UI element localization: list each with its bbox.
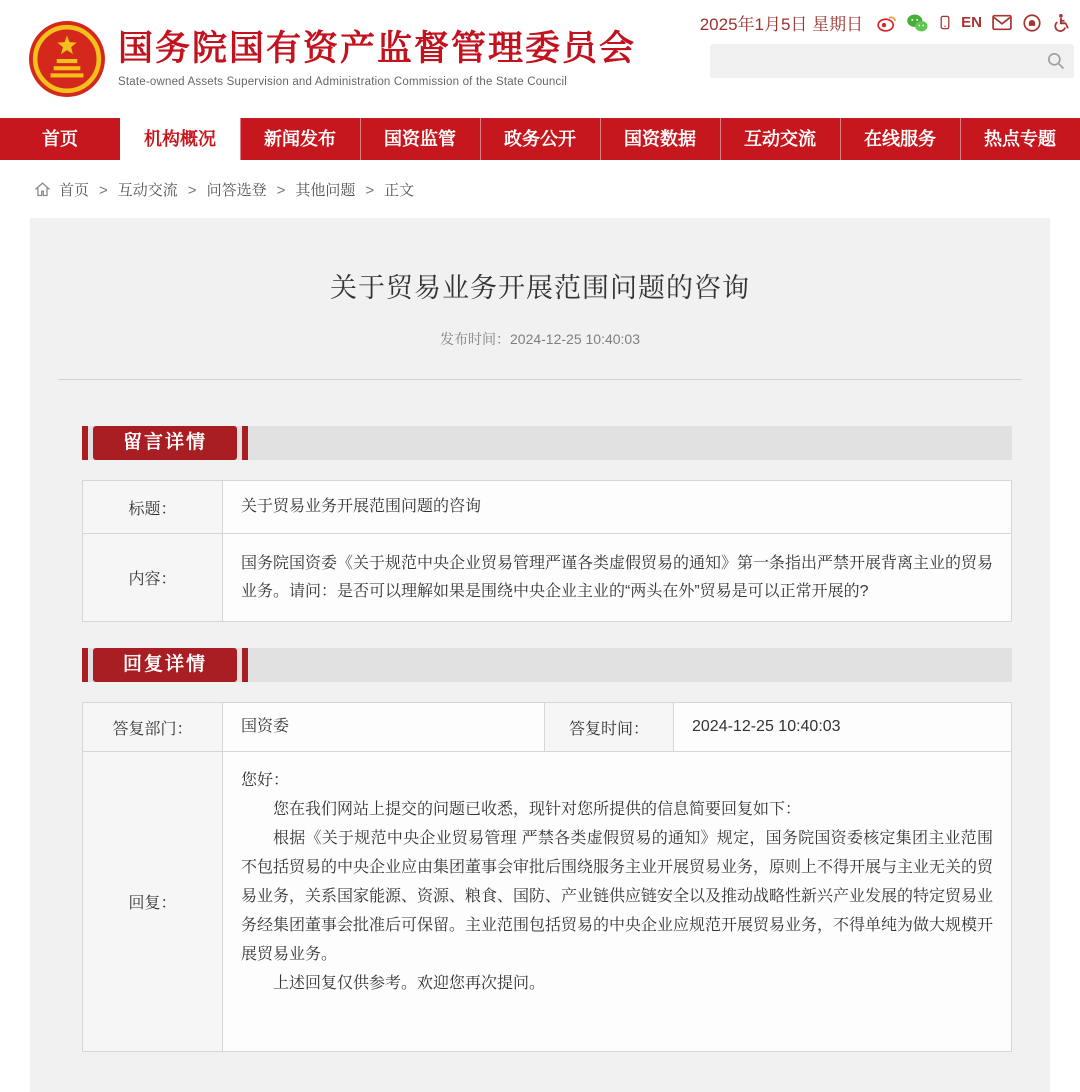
nav-item-8[interactable]: 在线服务 xyxy=(840,118,960,160)
breadcrumb-separator: > xyxy=(276,181,286,199)
reply-time-label: 答复时间： xyxy=(544,703,674,751)
national-emblem-icon xyxy=(28,20,106,98)
article-title: 关于贸易业务开展范围问题的咨询 xyxy=(330,273,750,303)
breadcrumb-item[interactable]: 互动交流 xyxy=(117,181,178,199)
publish-time-value: 2024-12-25 10:40:03 xyxy=(510,331,640,347)
language-toggle-en[interactable]: EN xyxy=(961,14,982,31)
mail-icon[interactable] xyxy=(991,14,1013,31)
message-title-label: 标题： xyxy=(83,481,223,533)
nav-item-4[interactable]: 国资监管 xyxy=(360,118,480,160)
nav-item-3[interactable]: 新闻发布 xyxy=(240,118,360,160)
site-logo[interactable] xyxy=(28,20,636,98)
reply-section-header xyxy=(82,648,1012,682)
table-row xyxy=(83,703,1011,751)
topbar xyxy=(700,10,1070,35)
reply-time-value: 2024-12-25 10:40:03 xyxy=(692,718,841,735)
search-input[interactable] xyxy=(710,44,1074,78)
table-row xyxy=(83,751,1011,1051)
publish-time-label: 发布时间： xyxy=(440,331,510,347)
reply-content xyxy=(223,752,1011,1051)
breadcrumb-separator: > xyxy=(365,181,375,199)
nav-item-1[interactable]: 首页 xyxy=(42,129,78,149)
reply-paragraph: 根据《关于规范中央企业贸易管理 严禁各类虚假贸易的通知》规定，国务院国资委核定集团主业范围不包括贸易的中央企业应由集团董事会审批后围绕服务主业开展贸易业务，原则上不得开展与主业无关的贸易业务，关系国家能源、资源、粮食、国防、产业链供应链安全以及推动战略性新兴产业发展的特定贸易业务经集团董事会批准后可保留。主业范围包括贸易的中央企业应规范开展贸易业务，不得单纯为做大规模开展贸易业务。 xyxy=(241,830,994,963)
breadcrumb-item: 正文 xyxy=(384,181,415,199)
breadcrumb xyxy=(0,160,1080,218)
current-date: 2025年1月5日 星期日 xyxy=(699,15,864,34)
breadcrumb-separator: > xyxy=(99,181,108,199)
nav-item-5[interactable]: 政务公开 xyxy=(480,118,600,160)
message-section-header xyxy=(82,426,1012,460)
breadcrumb-item[interactable]: 问答选登 xyxy=(206,181,267,199)
breadcrumb-item[interactable]: 其他问题 xyxy=(295,181,356,199)
reply-section-badge: 回复详情 xyxy=(93,648,237,682)
site-header xyxy=(0,0,1080,118)
table-row xyxy=(83,481,1011,533)
reply-dept-label: 答复部门： xyxy=(83,703,223,751)
message-table xyxy=(82,480,1012,622)
weibo-icon[interactable] xyxy=(876,13,897,33)
message-content-label: 内容： xyxy=(83,534,223,621)
message-section-badge: 留言详情 xyxy=(93,426,237,460)
breadcrumb-separator: > xyxy=(187,181,197,199)
petition-icon[interactable] xyxy=(1022,13,1042,33)
section-bar-icon xyxy=(242,648,248,682)
nav-item-6[interactable]: 国资数据 xyxy=(600,118,720,160)
reply-paragraph: 您好： xyxy=(241,772,290,789)
wechat-icon[interactable] xyxy=(906,13,929,33)
title-divider xyxy=(58,379,1022,380)
reply-label: 回复： xyxy=(83,752,223,1051)
reply-paragraph: 您在我们网站上提交的问题已收悉，现针对您所提供的信息简要回复如下： xyxy=(273,801,802,818)
breadcrumb-item[interactable]: 首页 xyxy=(59,181,90,199)
breadcrumb-items xyxy=(59,179,414,200)
accessibility-icon[interactable] xyxy=(1051,12,1070,33)
main-nav xyxy=(0,118,1080,160)
message-content-value: 国务院国资委《关于规范中央企业贸易管理严谨各类虚假贸易的通知》第一条指出严禁开展背离主业的贸易业务。请问：是否可以理解如果是围绕中央企业主业的“两头在外”贸易是可以正常开展的? xyxy=(241,554,994,600)
nav-item-2[interactable]: 机构概况 xyxy=(120,118,240,160)
search-icon[interactable] xyxy=(1046,51,1066,76)
search-box xyxy=(710,44,1074,78)
reply-dept-value: 国资委 xyxy=(241,718,290,735)
message-title-value: 关于贸易业务开展范围问题的咨询 xyxy=(241,498,482,515)
content-panel xyxy=(30,218,1050,1092)
table-row xyxy=(83,533,1011,621)
nav-item-7[interactable]: 互动交流 xyxy=(720,118,840,160)
org-name-en: State-owned Assets Supervision and Administration Commission of the State Council xyxy=(118,76,567,88)
reply-table xyxy=(82,702,1012,1052)
mobile-icon[interactable] xyxy=(938,12,952,33)
org-name: 国务院国有资产监督管理委员会 xyxy=(118,29,637,68)
publish-time xyxy=(30,329,1050,349)
nav-item-9[interactable]: 热点专题 xyxy=(960,118,1080,160)
section-bar-icon xyxy=(242,426,248,460)
reply-paragraph: 上述回复仅供参考。欢迎您再次提问。 xyxy=(273,975,546,992)
home-icon[interactable] xyxy=(34,181,51,198)
